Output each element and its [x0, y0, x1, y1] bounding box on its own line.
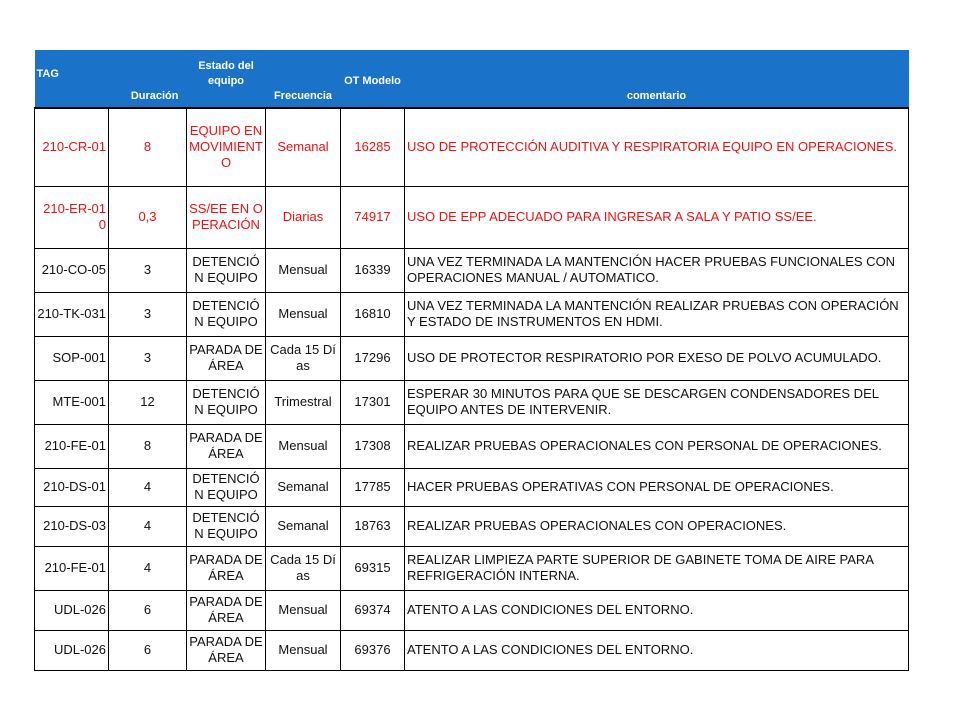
- header-estado: Estado del equipo: [187, 50, 266, 108]
- duracion-cell: 0,3: [109, 186, 187, 248]
- table-row: [35, 630, 909, 670]
- comentario-cell: REALIZAR PRUEBAS OPERACIONALES CON PERSONAL DE OPERACIONES.: [405, 424, 909, 468]
- ot-modelo-cell: 17308: [341, 424, 405, 468]
- frecuencia-cell: Mensual: [266, 424, 341, 468]
- ot-modelo-cell: 69376: [341, 630, 405, 670]
- duracion-cell: 12: [109, 380, 187, 424]
- table-row: [35, 468, 909, 506]
- duracion-cell: 6: [109, 590, 187, 630]
- tag-cell: 210-DS-03: [35, 506, 109, 546]
- estado-cell: PARADA DE ÁREA: [187, 336, 266, 380]
- tag-cell: UDL-026: [35, 590, 109, 630]
- frecuencia-cell: Mensual: [266, 248, 341, 292]
- frecuencia-cell: Mensual: [266, 292, 341, 336]
- duracion-cell: 8: [109, 108, 187, 186]
- comentario-cell: ESPERAR 30 MINUTOS PARA QUE SE DESCARGEN CONDENSADORES DEL EQUIPO ANTES DE INTERVENIR.: [405, 380, 909, 424]
- header-frecuencia: Frecuencia: [266, 50, 341, 108]
- tag-cell: MTE-001: [35, 380, 109, 424]
- ot-modelo-cell: 17296: [341, 336, 405, 380]
- tag-cell: 210-TK-031: [35, 292, 109, 336]
- comentario-cell: USO DE PROTECTOR RESPIRATORIO POR EXESO DE POLVO ACUMULADO.: [405, 336, 909, 380]
- table-row: [35, 424, 909, 468]
- header-row: [35, 50, 909, 108]
- estado-cell: DETENCIÓN EQUIPO: [187, 248, 266, 292]
- tag-cell: 210-FE-01: [35, 424, 109, 468]
- comentario-cell: UNA VEZ TERMINADA LA MANTENCIÓN HACER PRUEBAS FUNCIONALES CON OPERACIONES MANUAL / AUTOMATICO.: [405, 248, 909, 292]
- frecuencia-cell: Semanal: [266, 468, 341, 506]
- frecuencia-cell: Semanal: [266, 506, 341, 546]
- table-body: [35, 108, 909, 670]
- frecuencia-cell: Cada 15 Días: [266, 546, 341, 590]
- frecuencia-cell: Semanal: [266, 108, 341, 186]
- comentario-cell: HACER PRUEBAS OPERATIVAS CON PERSONAL DE OPERACIONES.: [405, 468, 909, 506]
- duracion-cell: 4: [109, 506, 187, 546]
- duracion-cell: 3: [109, 248, 187, 292]
- ot-modelo-cell: 16810: [341, 292, 405, 336]
- estado-cell: PARADA DE ÁREA: [187, 424, 266, 468]
- table-row: [35, 506, 909, 546]
- comentario-cell: USO DE EPP ADECUADO PARA INGRESAR A SALA Y PATIO SS/EE.: [405, 186, 909, 248]
- header-comentario: comentario: [405, 50, 909, 108]
- table-row: [35, 336, 909, 380]
- table-row: [35, 108, 909, 186]
- estado-cell: DETENCIÓN EQUIPO: [187, 380, 266, 424]
- frecuencia-cell: Mensual: [266, 590, 341, 630]
- duracion-cell: 6: [109, 630, 187, 670]
- ot-modelo-cell: 18763: [341, 506, 405, 546]
- table-row: [35, 590, 909, 630]
- ot-modelo-cell: 16339: [341, 248, 405, 292]
- ot-modelo-cell: 16285: [341, 108, 405, 186]
- tag-cell: 210-ER-010: [35, 186, 109, 248]
- comentario-cell: REALIZAR PRUEBAS OPERACIONALES CON OPERACIONES.: [405, 506, 909, 546]
- estado-cell: DETENCIÓN EQUIPO: [187, 506, 266, 546]
- table-row: [35, 292, 909, 336]
- header-tag: TAG: [35, 50, 109, 108]
- comentario-cell: ATENTO A LAS CONDICIONES DEL ENTORNO.: [405, 630, 909, 670]
- frecuencia-cell: Cada 15 Días: [266, 336, 341, 380]
- duracion-cell: 3: [109, 336, 187, 380]
- table-row: [35, 248, 909, 292]
- duracion-cell: 4: [109, 468, 187, 506]
- ot-modelo-cell: 74917: [341, 186, 405, 248]
- tag-cell: 210-CR-01: [35, 108, 109, 186]
- duracion-cell: 8: [109, 424, 187, 468]
- comentario-cell: UNA VEZ TERMINADA LA MANTENCIÓN REALIZAR PRUEBAS CON OPERACIÓN Y ESTADO DE INSTRUMENTOS EN HDMI.: [405, 292, 909, 336]
- table-row: [35, 380, 909, 424]
- ot-modelo-cell: 17785: [341, 468, 405, 506]
- ot-modelo-cell: 17301: [341, 380, 405, 424]
- table-row: [35, 186, 909, 248]
- header-duracion: Duración: [109, 50, 187, 108]
- table-row: [35, 546, 909, 590]
- comentario-cell: REALIZAR LIMPIEZA PARTE SUPERIOR DE GABINETE TOMA DE AIRE PARA REFRIGERACIÓN INTERNA.: [405, 546, 909, 590]
- estado-cell: PARADA DE ÁREA: [187, 590, 266, 630]
- estado-cell: DETENCIÓN EQUIPO: [187, 292, 266, 336]
- duracion-cell: 3: [109, 292, 187, 336]
- frecuencia-cell: Diarias: [266, 186, 341, 248]
- header-ot-modelo: OT Modelo: [341, 50, 405, 108]
- ot-modelo-cell: 69315: [341, 546, 405, 590]
- comentario-cell: ATENTO A LAS CONDICIONES DEL ENTORNO.: [405, 590, 909, 630]
- estado-cell: PARADA DE ÁREA: [187, 630, 266, 670]
- frecuencia-cell: Trimestral: [266, 380, 341, 424]
- tag-cell: 210-DS-01: [35, 468, 109, 506]
- tag-cell: 210-FE-01: [35, 546, 109, 590]
- estado-cell: SS/EE EN OPERACIÓN: [187, 186, 266, 248]
- estado-cell: PARADA DE ÁREA: [187, 546, 266, 590]
- frecuencia-cell: Mensual: [266, 630, 341, 670]
- table-header: [35, 50, 909, 108]
- estado-cell: EQUIPO EN MOVIMIENTO: [187, 108, 266, 186]
- estado-cell: DETENCIÓN EQUIPO: [187, 468, 266, 506]
- ot-modelo-cell: 69374: [341, 590, 405, 630]
- comentario-cell: USO DE PROTECCIÓN AUDITIVA Y RESPIRATORIA EQUIPO EN OPERACIONES.: [405, 108, 909, 186]
- maintenance-table: [34, 50, 909, 671]
- tag-cell: UDL-026: [35, 630, 109, 670]
- duracion-cell: 4: [109, 546, 187, 590]
- tag-cell: 210-CO-05: [35, 248, 109, 292]
- tag-cell: SOP-001: [35, 336, 109, 380]
